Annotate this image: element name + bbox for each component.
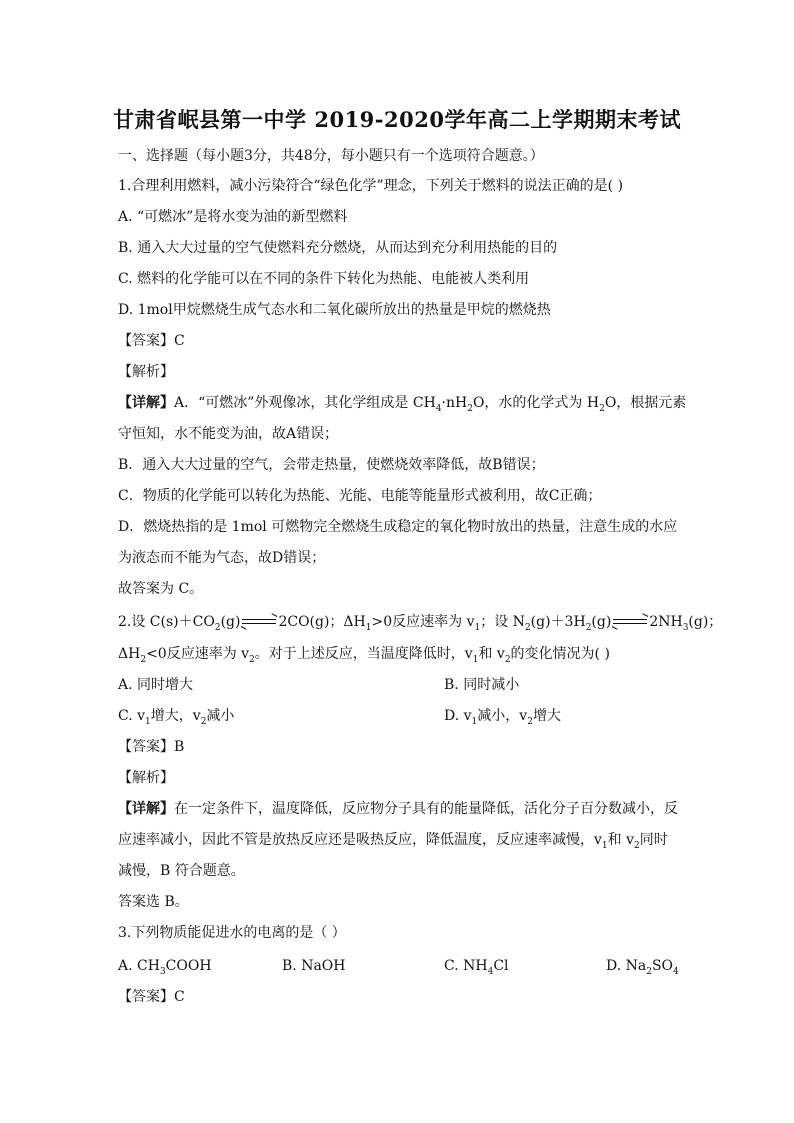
section-header: 一、选择题（每小题3分，共48分，每小题只有一个选项符合题意。） bbox=[118, 148, 544, 164]
q3-option-c: C. $NH_4Cl$ bbox=[444, 958, 509, 977]
q1-detail-a: 【详解】A．“可燃冰”外观像冰，其化学组成是 $CH_4\cdot nH_2O$，水的化学式为 $H_2O$，根据元素 bbox=[118, 395, 687, 414]
q3-answer: 【答案】C bbox=[118, 989, 185, 1005]
q1-detail-c: C．物质的化学能可以转化为热能、光能、电能等能量形式被利用，故C正确； bbox=[118, 488, 602, 504]
q2-option-c: C. $v_1$增大，$v_2$减小 bbox=[118, 708, 235, 727]
q2-option-d: D. $v_1$减小，$v_2$增大 bbox=[444, 708, 561, 727]
q2-stem-line2: $\Delta H_2<0$反应速率为 $v_2$。对于上述反应，当温度降低时，$v_1$和 $v_2$的变化情况为( ) bbox=[118, 646, 610, 665]
q1-detail-b: B．通入大大过量的空气，会带走热量，使燃烧效率降低，故B错误； bbox=[118, 457, 545, 473]
q2-option-b: B. 同时减小 bbox=[444, 677, 520, 693]
q1-detail-d-cont: 为液态而不能为气态，故D错误； bbox=[118, 550, 326, 566]
q1-option-b: B. 通入大大过量的空气使燃料充分燃烧，从而达到充分利用热能的目的 bbox=[118, 240, 558, 256]
equilibrium-arrow-icon bbox=[242, 616, 276, 628]
q2-option-a: A. 同时增大 bbox=[118, 677, 194, 693]
q3-option-b: B. NaOH bbox=[282, 958, 346, 974]
q1-analysis-label: 【解析】 bbox=[118, 364, 174, 380]
equilibrium-arrow-icon bbox=[613, 616, 647, 628]
q1-detail-d: D．燃烧热指的是 1mol 可燃物完全燃烧生成稳定的氧化物时放出的热量，注意生成的水应 bbox=[118, 519, 678, 535]
q1-answer: 【答案】C bbox=[118, 333, 185, 349]
q2-answer: 【答案】B bbox=[118, 739, 185, 755]
q1-option-a: A. “可燃冰”是将水变为油的新型燃料 bbox=[118, 209, 348, 225]
q2-analysis-label: 【解析】 bbox=[118, 770, 174, 786]
q2-detail-line1: 【详解】在一定条件下，温度降低，反应物分子具有的能量降低，活化分子百分数减小，反 bbox=[118, 801, 678, 817]
q2-conclusion: 答案选 B。 bbox=[118, 894, 189, 910]
q2-detail-line3: 减慢，B 符合题意。 bbox=[118, 863, 245, 879]
q1-option-d: D. 1mol甲烷燃烧生成气态水和二氧化碳所放出的热量是甲烷的燃烧热 bbox=[118, 302, 551, 318]
document-title: 甘肃省岷县第一中学 2019-2020学年高二上学期期末考试 bbox=[113, 107, 681, 132]
q3-option-d: D. $Na_2SO_4$ bbox=[606, 958, 679, 977]
q1-detail-label: 【详解】 bbox=[118, 395, 174, 411]
q1-option-c: C. 燃料的化学能可以在不同的条件下转化为热能、电能被人类利用 bbox=[118, 271, 530, 287]
q1-detail-a-cont: 守恒知，水不能变为油，故A错误； bbox=[118, 426, 339, 442]
q2-detail-label: 【详解】 bbox=[118, 801, 174, 817]
q1-conclusion: 故答案为 C。 bbox=[118, 581, 204, 597]
q1-stem: 1.合理利用燃料，减小污染符合“绿色化学”理念，下列关于燃料的说法正确的是( ) bbox=[118, 178, 624, 194]
q2-detail-line2: 应速率减小，因此不管是放热反应还是吸热反应，降低温度，反应速率减慢，$v_1$和 $v_2$同时 bbox=[118, 832, 668, 851]
q2-stem-line1: 2.设 $C(s)+CO_2(g)$ 2CO(g)；$\Delta H_1>0$反应速率为 $v_1$；设 $N_2(g)+3H_2(g)$ $2NH_3(g)$； bbox=[118, 614, 723, 633]
q3-stem: 3.下列物质能促进水的电离的是（ ） bbox=[118, 925, 346, 941]
q3-option-a: A. $CH_3COOH$ bbox=[118, 958, 212, 977]
